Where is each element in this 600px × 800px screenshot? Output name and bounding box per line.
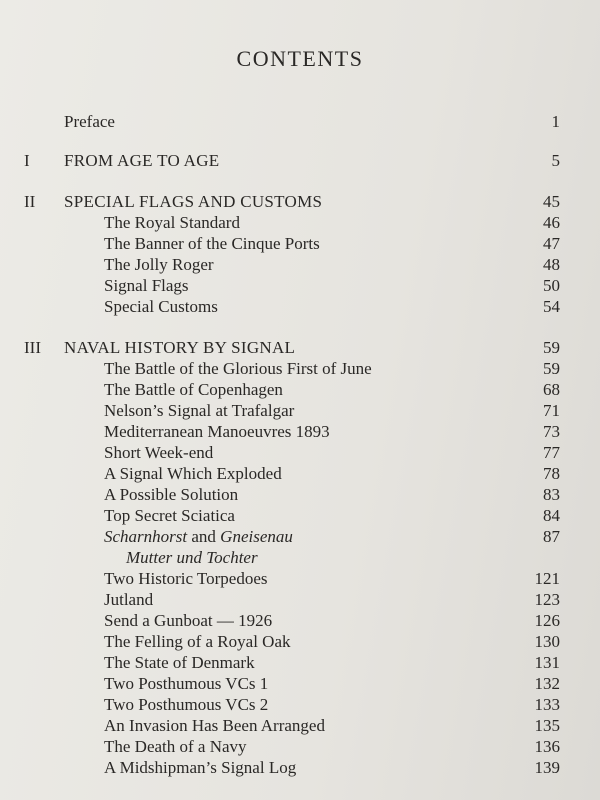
toc-row — [0, 463, 600, 485]
toc-row — [0, 233, 600, 255]
toc-label: Jutland — [104, 590, 154, 609]
conjunction: and — [187, 527, 221, 546]
toc-row — [0, 400, 600, 422]
toc-page: 133 — [534, 695, 560, 714]
toc-row-chapter-1 — [0, 150, 600, 172]
toc-page: 1 — [551, 112, 560, 131]
toc-page: 131 — [534, 653, 560, 672]
toc-row — [0, 568, 600, 590]
toc-row — [0, 421, 600, 443]
toc-row — [0, 254, 600, 276]
toc-page: 130 — [534, 632, 560, 651]
toc-page: 121 — [534, 569, 560, 588]
ship-name-italic: Gneisenau — [220, 527, 293, 546]
toc-page: 48 — [543, 255, 560, 274]
toc-label: Short Week-end — [104, 443, 214, 462]
chapter-numeral: III — [24, 338, 41, 357]
toc-label: Two Posthumous VCs 1 — [104, 674, 269, 693]
toc-page: 83 — [543, 485, 560, 504]
chapter-title: FROM AGE TO AGE — [64, 151, 220, 170]
toc-row — [0, 610, 600, 632]
toc-row — [0, 631, 600, 653]
toc-row — [0, 526, 600, 548]
toc-label: A Possible Solution — [104, 485, 239, 504]
toc-page: 77 — [543, 443, 560, 462]
toc-row — [0, 715, 600, 737]
toc-label: Nelson’s Signal at Trafalgar — [104, 401, 295, 420]
toc-label: The Battle of Copenhagen — [104, 380, 283, 399]
toc-row-chapter-2 — [0, 191, 600, 213]
chapter-numeral: II — [24, 192, 36, 211]
toc-page: 5 — [551, 151, 560, 170]
toc-row — [0, 547, 600, 569]
toc-page: 47 — [543, 234, 560, 253]
toc-row — [0, 358, 600, 380]
toc-label: The Banner of the Cinque Ports — [104, 234, 320, 253]
toc-label: Two Historic Torpedoes — [104, 569, 268, 588]
toc-row — [0, 212, 600, 234]
toc-page: 78 — [543, 464, 560, 483]
toc-label: Send a Gunboat — 1926 — [104, 611, 273, 630]
toc-page: 136 — [534, 737, 560, 756]
ship-name-italic: Scharnhorst — [104, 527, 188, 546]
toc-label: The Felling of a Royal Oak — [104, 632, 291, 651]
chapter-title: SPECIAL FLAGS AND CUSTOMS — [64, 192, 323, 211]
toc-page: 87 — [543, 527, 560, 546]
toc-label: A Signal Which Exploded — [104, 464, 282, 483]
chapter-numeral: I — [24, 151, 30, 170]
toc-label: Top Secret Sciatica — [104, 506, 235, 525]
toc-page: 123 — [534, 590, 560, 609]
toc-row — [0, 296, 600, 318]
toc-label: A Midshipman’s Signal Log — [104, 758, 297, 777]
toc-label: The Battle of the Glorious First of June — [104, 359, 372, 378]
toc-label — [104, 526, 293, 548]
toc-row — [0, 673, 600, 695]
toc-row — [0, 694, 600, 716]
toc-page: 135 — [534, 716, 560, 735]
toc-row — [0, 275, 600, 297]
toc-label: The Royal Standard — [104, 213, 240, 232]
toc-row — [0, 442, 600, 464]
toc-page: 126 — [534, 611, 560, 630]
toc-label: The Death of a Navy — [104, 737, 247, 756]
toc-page: 73 — [543, 422, 560, 441]
toc-label: Signal Flags — [104, 276, 189, 295]
chapter-title: NAVAL HISTORY BY SIGNAL — [64, 338, 296, 357]
toc-label: The State of Denmark — [104, 653, 255, 672]
toc-page: 50 — [543, 276, 560, 295]
toc-row — [0, 736, 600, 758]
toc-row — [0, 652, 600, 674]
toc-page: 71 — [543, 401, 560, 420]
toc-label: Special Customs — [104, 297, 218, 316]
toc-row — [0, 589, 600, 611]
toc-row — [0, 505, 600, 527]
toc-page: 45 — [543, 192, 560, 211]
toc-page: 132 — [534, 674, 560, 693]
toc-page: 59 — [543, 338, 560, 357]
toc-page: 59 — [543, 359, 560, 378]
toc-label: An Invasion Has Been Arranged — [104, 716, 325, 735]
toc-label: Mediterranean Manoeuvres 1893 — [104, 422, 330, 441]
toc-label: Mutter und Tochter — [126, 548, 258, 567]
toc-page: 84 — [543, 506, 560, 525]
toc-row-preface — [0, 111, 600, 133]
toc-row — [0, 484, 600, 506]
contents-title: CONTENTS — [236, 46, 364, 71]
toc-label: Two Posthumous VCs 2 — [104, 695, 269, 714]
toc-page: 68 — [543, 380, 560, 399]
toc-page: 54 — [543, 297, 560, 316]
toc-label: The Jolly Roger — [104, 255, 214, 274]
toc-row — [0, 379, 600, 401]
toc-page: 139 — [534, 758, 560, 777]
toc-label: Preface — [64, 112, 115, 131]
toc-row — [0, 757, 600, 779]
toc-page: 46 — [543, 213, 560, 232]
toc-row-chapter-3 — [0, 337, 600, 359]
